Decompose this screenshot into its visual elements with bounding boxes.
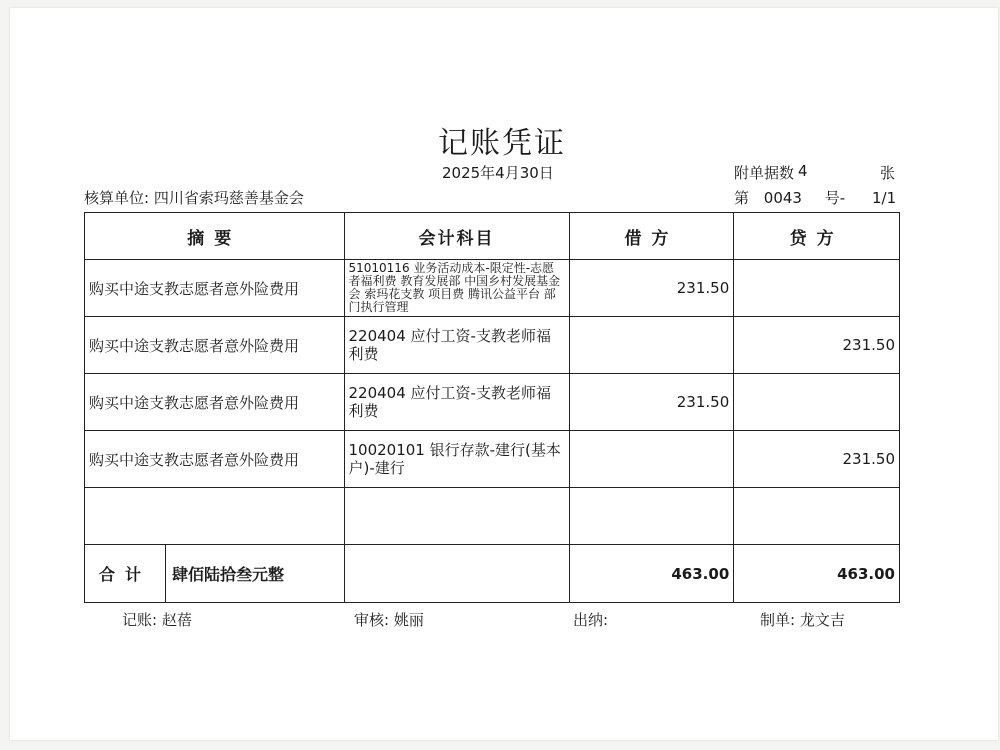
voucher-table	[84, 212, 900, 603]
total-account-cell	[344, 545, 569, 603]
bookkeeper-signature	[122, 609, 192, 630]
empty-cell	[734, 488, 900, 545]
row-summary: 购买中途支教志愿者意外险费用	[85, 431, 345, 488]
total-credit: 463.00	[734, 545, 900, 603]
voucher-page: 1/1	[871, 189, 897, 207]
row-debit: 231.50	[569, 260, 734, 317]
accounting-unit	[84, 187, 304, 208]
voucher-number-prefix: 第	[734, 189, 750, 207]
accounting-unit-name: 四川省索玛慈善基金会	[153, 189, 304, 207]
table-row	[85, 260, 900, 317]
voucher-title: 记账凭证	[438, 126, 566, 161]
table-header-row	[85, 213, 900, 260]
empty-cell	[85, 488, 345, 545]
row-credit	[734, 260, 900, 317]
row-account: 51010116 业务活动成本-限定性-志愿者福利费 教育发展部 中国乡村发展基金会 索玛花支教 项目费 腾讯公益平台 部门执行管理	[344, 260, 569, 317]
attachments-label: 附单据数	[734, 164, 795, 182]
cashier-label: 出纳:	[573, 611, 609, 629]
header-summary: 摘要	[85, 213, 345, 260]
row-account: 220404 应付工资-支教老师福利费	[344, 374, 569, 431]
bookkeeper-label: 记账:	[122, 611, 158, 629]
voucher-number	[734, 187, 896, 208]
reviewer-label: 审核:	[354, 611, 390, 629]
preparer-name: 龙文吉	[799, 611, 845, 629]
row-credit	[734, 374, 900, 431]
row-summary: 购买中途支教志愿者意外险费用	[85, 260, 345, 317]
total-row	[85, 545, 900, 603]
total-label: 合计	[85, 545, 166, 602]
table-row	[85, 374, 900, 431]
empty-cell	[344, 488, 569, 545]
total-cell	[85, 545, 345, 603]
total-in-words: 肆佰陆拾叁元整	[172, 565, 285, 584]
attachments-count: 4	[798, 162, 808, 180]
accounting-unit-label: 核算单位:	[84, 189, 150, 207]
row-credit: 231.50	[734, 317, 900, 374]
row-debit	[569, 317, 734, 374]
voucher-date: 2025年4月30日	[442, 164, 554, 182]
header-account: 会计科目	[344, 213, 569, 260]
reviewer-signature	[354, 609, 424, 630]
row-summary: 购买中途支教志愿者意外险费用	[85, 374, 345, 431]
row-credit: 231.50	[734, 431, 900, 488]
table-row	[85, 317, 900, 374]
reviewer-name: 姚丽	[393, 611, 424, 629]
row-account: 220404 应付工资-支教老师福利费	[344, 317, 569, 374]
cashier-signature	[573, 609, 608, 630]
table-row	[85, 431, 900, 488]
header-debit: 借方	[569, 213, 734, 260]
row-summary: 购买中途支教志愿者意外险费用	[85, 317, 345, 374]
voucher-number-value: 0043	[763, 189, 802, 207]
preparer-signature	[760, 609, 845, 630]
header-credit: 贷方	[734, 213, 900, 260]
voucher-number-suffix: 号-	[824, 189, 846, 207]
preparer-label: 制单:	[760, 611, 796, 629]
row-debit: 231.50	[569, 374, 734, 431]
total-debit: 463.00	[569, 545, 734, 603]
table-row-empty	[85, 488, 900, 545]
empty-cell	[569, 488, 734, 545]
attachments-unit: 张	[880, 164, 896, 182]
bookkeeper-name: 赵蓓	[161, 611, 192, 629]
row-account: 10020101 银行存款-建行(基本户)-建行	[344, 431, 569, 488]
row-debit	[569, 431, 734, 488]
